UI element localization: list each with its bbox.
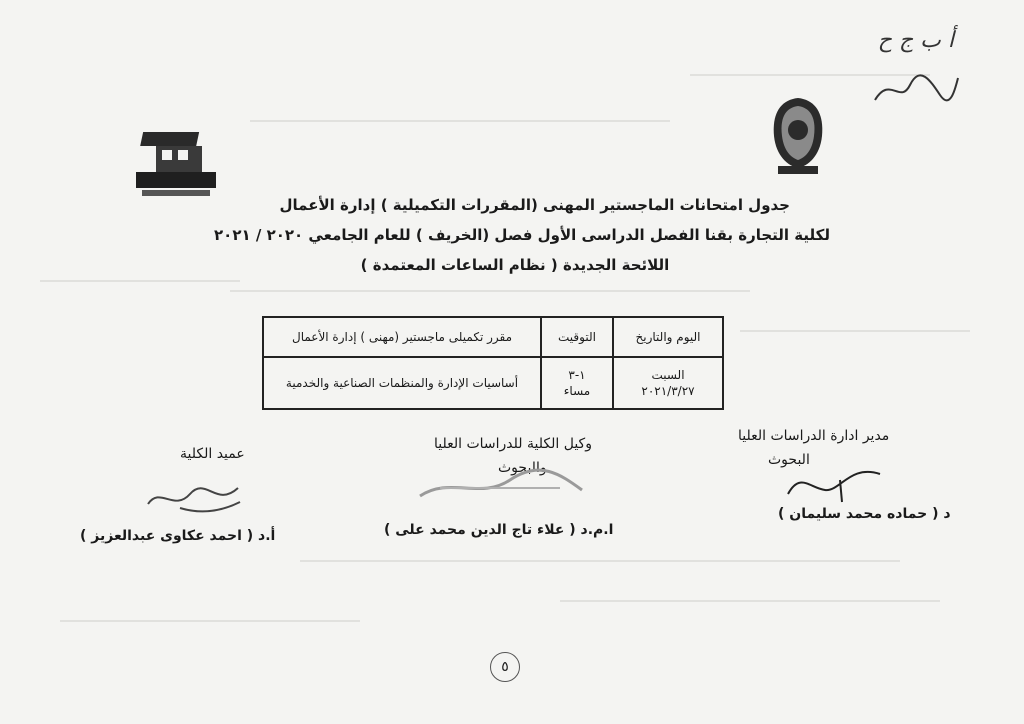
signature-middle-title: وكيل الكلية للدراسات العليا (434, 436, 592, 452)
title-line-3: اللائحة الجديدة ( نظام الساعات المعتمدة ) (360, 256, 670, 274)
faculty-logo-icon (126, 128, 222, 198)
header-course: مقرر تكميلى ماجستير (مهنى ) إدارة الأعمال (263, 317, 541, 357)
title-line-1: جدول امتحانات الماجستير المهنى (المقررات التكميلية ) إدارة الأعمال (279, 196, 790, 214)
cell-course: أساسيات الإدارة والمنظمات الصناعية والخدمية (263, 357, 541, 409)
bleed-through-line (250, 120, 670, 122)
signature-middle-title-2: والبحوث (498, 460, 547, 476)
bleed-through-line (60, 620, 360, 622)
signature-right-name: د ( حماده محمد سليمان ) (778, 506, 951, 522)
signature-left-title: عميد الكلية (180, 446, 245, 462)
bleed-through-line (40, 280, 240, 282)
signature-left-scribble-icon (140, 478, 250, 518)
page-number: ٥ (490, 652, 520, 682)
cell-time-period: مساء (563, 384, 591, 398)
handwritten-note: أ ب ج ح (877, 28, 954, 53)
bleed-through-line (230, 290, 750, 292)
header-time: التوقيت (541, 317, 613, 357)
cell-time (541, 357, 613, 409)
signature-right-scribble-icon (780, 462, 890, 506)
signature-middle-stamp-icon (410, 466, 590, 506)
table-header-row (263, 317, 723, 357)
bleed-through-line (560, 600, 940, 602)
signature-right-title: مدير ادارة الدراسات العليا (738, 428, 890, 444)
university-emblem-icon (768, 96, 828, 176)
signature-left-name: أ.د ( احمد عكاوى عبدالعزيز ) (80, 528, 276, 544)
cell-time-range: ١-٣ (568, 368, 586, 382)
handwritten-initials-icon (870, 70, 960, 110)
cell-day-date (613, 357, 723, 409)
signature-middle-name: ا.م.د ( علاء تاج الدين محمد على ) (384, 522, 614, 538)
bleed-through-line (740, 330, 970, 332)
bleed-through-line (300, 560, 900, 562)
table-row (263, 357, 723, 409)
cell-date: ٢٠٢١/٣/٢٧ (641, 384, 695, 398)
signature-right-title-2: البحوث (768, 452, 810, 468)
title-line-2: لكلية التجارة بقنا الفصل الدراسى الأول فصل (الخريف ) للعام الجامعي ٢٠٢٠ / ٢٠٢١ (214, 226, 830, 244)
cell-day: السبت (651, 368, 685, 382)
header-day-date: اليوم والتاريخ (613, 317, 723, 357)
exam-schedule-table (262, 316, 724, 410)
